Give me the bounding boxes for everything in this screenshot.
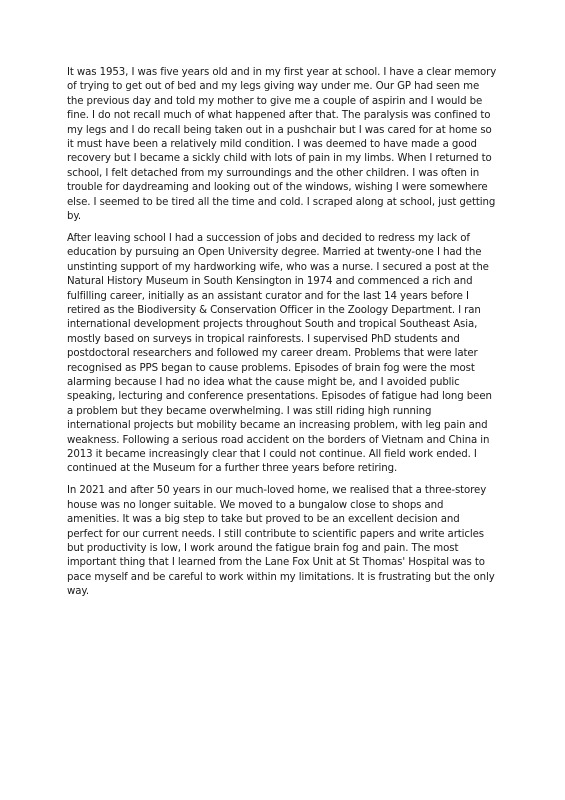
paragraph-childhood: It was 1953, I was five years old and in my first year at school. I have a clear memory of trying to get out of bed and my legs giving way under me. Our GP had seen me the previous day and told my mother to give me a couple of aspirin and I would be fine. I do not recall much of what happened after that. The paralysis was confined to my legs and I do recall being taken out in a pushchair but I was cared for at home so it must have been a relatively mild condition. I was deemed to have made a good recovery but I became a sickly child with lots of pain in my limbs. When I returned to school, I felt detached from my surroundings and the other children. I was often in trouble for daydreaming and looking out of the windows, wishing I were somewhere else. I seemed to be tired all the time and cold. I scraped along at school, just getting by. xyxy=(67,67,497,223)
paragraph-career: After leaving school I had a succession of jobs and decided to redress my lack of education by pursuing an Open University degree. Married at twenty-one I had the unstinting support of my hardworking wife, who was a nurse. I secured a post at the Natural History Museum in South Kensington in 1974 and commenced a rich and fulfilling career, initially as an assistant curator and for the last 14 years before I retired as the Biodiversity & Conservation Officer in the Zoology Department. I ran international development projects throughout South and tropical Southeast Asia, mostly based on surveys in tropical rainforests. I supervised PhD students and postdoctoral researchers and followed my career dream. Problems that were later recognised as PPS began to cause problems. Episodes of brain fog were the most alarming because I had no idea what the cause might be, and I avoided public speaking, lecturing and conference presentations. Episodes of fatigue had long been a problem but they became overwhelming. I was still riding high running international projects but mobility became an increasing problem, with leg pain and weakness. Following a serious road accident on the borders of Vietnam and China in 2013 it became increasingly clear that I could not continue. All field work ended. I continued at the Museum for a further three years before retiring. xyxy=(67,232,492,475)
document-body xyxy=(67,66,497,607)
paragraph-recent-years: In 2021 and after 50 years in our much-loved home, we realised that a three-storey house was no longer suitable. We moved to a bungalow close to shops and amenities. It was a big step to take but proved to be an excellent decision and perfect for our current needs. I still contribute to scientific papers and write articles but productivity is low, I work around the fatigue brain fog and pain. The most important thing that I learned from the Lane Fox Unit at St Thomas' Hospital was to pace myself and be careful to work within my limitations. It is frustrating but the only way. xyxy=(67,485,495,598)
